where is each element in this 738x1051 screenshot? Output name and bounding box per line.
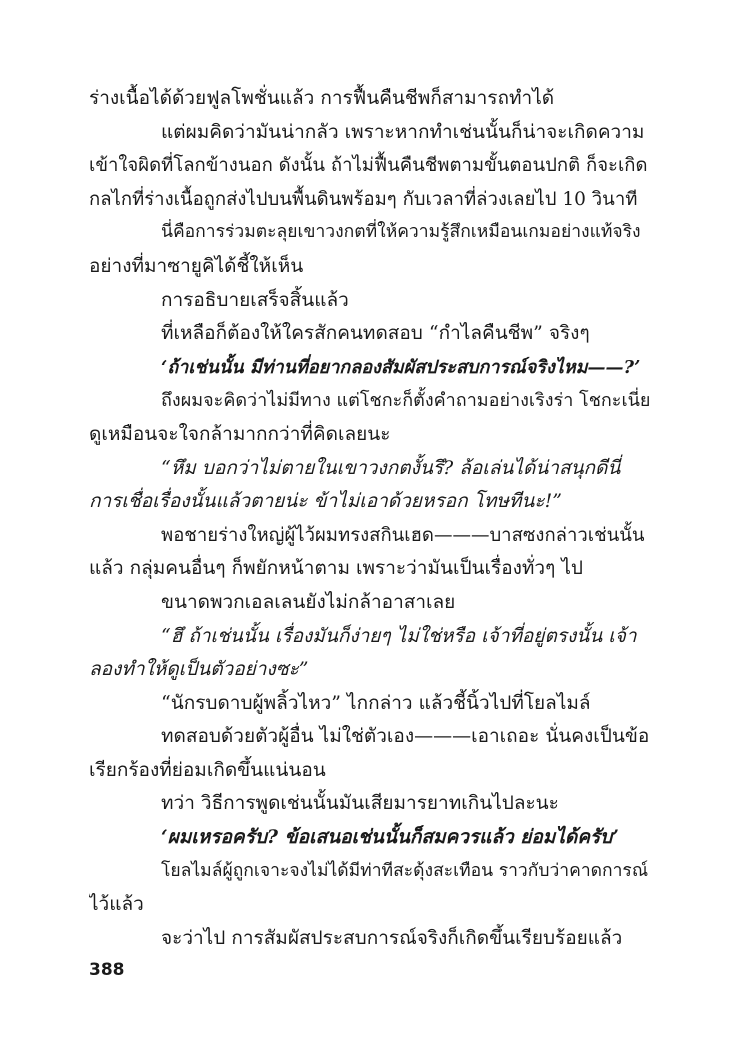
- text-line: ทว่า วิธีการพูดเช่นนั้นมันเสียมารยาทเกินไปละนะ: [161, 792, 559, 815]
- text-line: แล้ว กลุ่มคนอื่นๆ ก็พยักหน้าตาม เพราะว่ามันเป็นเรื่องทั่วๆ ไป: [89, 557, 583, 580]
- text-line: จะว่าไป การสัมผัสประสบการณ์จริงก็เกิดขึ้นเรียบร้อยแล้ว: [161, 926, 623, 949]
- text-line: ดูเหมือนจะใจกล้ามากกว่าที่คิดเลยนะ: [89, 422, 391, 445]
- page-number: 388: [89, 960, 125, 980]
- dialogue-line: ลองทำให้ดูเป็นตัวอย่างซะ”: [89, 658, 309, 681]
- text-line: โยลไมล์ผู้ถูกเจาะจงไม่ได้มีท่าทีสะดุ้งสะเทือน ราวกับว่าคาดการณ์: [161, 860, 649, 881]
- text-line: อย่างที่มาซายูคิได้ชี้ให้เห็น: [89, 254, 304, 277]
- text-line: แต่ผมคิดว่ามันน่ากลัว เพราะหากทำเช่นนั้นก็น่าจะเกิดความ: [161, 120, 645, 143]
- text-line: ที่เหลือก็ต้องให้ใครสักคนทดสอบ “กำไลคืนชีพ” จริงๆ: [161, 322, 590, 345]
- page-body: [89, 82, 651, 955]
- text-line: พอชายร่างใหญ่ผู้ไว้ผมทรงสกินเฮด———บาสซงกล่าวเช่นนั้น: [161, 524, 645, 546]
- text-line: เข้าใจผิดที่โลกข้างนอก ดังนั้น ถ้าไม่ฟื้นคืนชีพตามขั้นตอนปกติ ก็จะเกิด: [89, 155, 648, 177]
- text-line: ร่างเนื้อได้ด้วยฟูลโพชั่นแล้ว การฟื้นคืนชีพก็สามารถทำได้: [89, 87, 555, 109]
- text-line: “นักรบดาบผู้พลิ้วไหว” ไกกล่าว แล้วชี้นิ้วไปที่โยลไมล์: [161, 691, 591, 714]
- text-line: นี่คือการร่วมตะลุยเขาวงกตที่ให้ความรู้สึกเหมือนเกมอย่างแท้จริง: [161, 222, 641, 243]
- text-line: กลไกที่ร่างเนื้อถูกส่งไปบนพื้นดินพร้อมๆ กับเวลาที่ล่วงเลยไป 10 วินาที: [89, 188, 638, 210]
- dialogue-line: “หึม บอกว่าไม่ตายในเขาวงกตงั้นรึ? ล้อเล่นได้น่าสนุกดีนี่: [161, 456, 621, 479]
- text-line: การอธิบายเสร็จสิ้นแล้ว: [161, 288, 349, 311]
- dialogue-line: ‘ถ้าเช่นนั้น มีท่านที่อยากลองสัมผัสประสบการณ์จริงไหม——?’: [161, 356, 641, 378]
- text-line: ไว้แล้ว: [89, 893, 144, 916]
- dialogue-line: การเชื่อเรื่องนั้นแล้วตายน่ะ ข้าไม่เอาด้วยหรอก โทษทีนะ!”: [89, 490, 562, 513]
- text-line: ขนาดพวกเอลเลนยังไม่กล้าอาสาเลย: [161, 590, 456, 613]
- text-line: เรียกร้องที่ย่อมเกิดขึ้นแน่นอน: [89, 758, 326, 781]
- text-line: ทดสอบด้วยตัวผู้อื่น ไม่ใช่ตัวเอง———เอาเถอะ นั่นคงเป็นข้อ: [161, 725, 650, 748]
- dialogue-line: ‘ผมเหรอครับ? ข้อเสนอเช่นนั้นก็สมควรแล้ว ย่อมได้ครับ’: [161, 826, 619, 849]
- dialogue-line: “ฮึ ถ้าเช่นนั้น เรื่องมันก็ง่ายๆ ไม่ใช่หรือ เจ้าที่อยู่ตรงนั้น เจ้า: [161, 624, 637, 647]
- text-line: ถึงผมจะคิดว่าไม่มีทาง แต่โชกะก็ตั้งคำถามอย่างเริงร่า โชกะเนี่ย: [161, 390, 651, 412]
